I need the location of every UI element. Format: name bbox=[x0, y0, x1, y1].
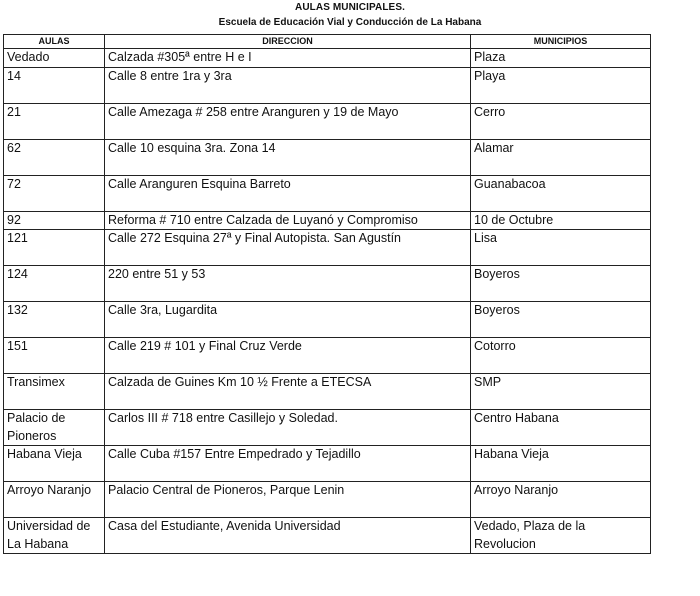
table-row bbox=[4, 518, 651, 554]
table-row bbox=[4, 266, 651, 302]
aula-cell: Palacio de Pioneros bbox=[4, 410, 105, 446]
municipio-cell: Arroyo Naranjo bbox=[471, 482, 651, 518]
table-row bbox=[4, 302, 651, 338]
direccion-cell: Palacio Central de Pioneros, Parque Lenin bbox=[105, 482, 471, 518]
direccion-cell: Casa del Estudiante, Avenida Universidad bbox=[105, 518, 471, 554]
table-row bbox=[4, 211, 651, 230]
table-row bbox=[4, 374, 651, 410]
table-row bbox=[4, 175, 651, 211]
aula-cell: 21 bbox=[4, 103, 105, 139]
aulas-table bbox=[3, 34, 651, 554]
municipio-cell: Centro Habana bbox=[471, 410, 651, 446]
direccion-cell: Calle Aranguren Esquina Barreto bbox=[105, 175, 471, 211]
municipio-cell: SMP bbox=[471, 374, 651, 410]
direccion-cell: Calle 3ra, Lugardita bbox=[105, 302, 471, 338]
table-row bbox=[4, 230, 651, 266]
municipio-cell: Alamar bbox=[471, 139, 651, 175]
table-row bbox=[4, 338, 651, 374]
table-row bbox=[4, 410, 651, 446]
aula-cell: 92 bbox=[4, 211, 105, 230]
municipio-cell: Guanabacoa bbox=[471, 175, 651, 211]
direccion-cell: Reforma # 710 entre Calzada de Luyanó y Compromiso bbox=[105, 211, 471, 230]
direccion-cell: Calle Amezaga # 258 entre Aranguren y 19 de Mayo bbox=[105, 103, 471, 139]
direccion-cell: Calzada de Guines Km 10 ½ Frente a ETECSA bbox=[105, 374, 471, 410]
aula-cell: 62 bbox=[4, 139, 105, 175]
direccion-cell: Calle 10 esquina 3ra. Zona 14 bbox=[105, 139, 471, 175]
table-row bbox=[4, 49, 651, 68]
table-row bbox=[4, 67, 651, 103]
municipio-cell: Plaza bbox=[471, 49, 651, 68]
column-header-municipios: MUNICIPIOS bbox=[471, 35, 651, 49]
aula-cell: 124 bbox=[4, 266, 105, 302]
municipio-cell: Lisa bbox=[471, 230, 651, 266]
direccion-cell: Calle Cuba #157 Entre Empedrado y Tejadillo bbox=[105, 446, 471, 482]
municipio-cell: Boyeros bbox=[471, 266, 651, 302]
direccion-cell: 220 entre 51 y 53 bbox=[105, 266, 471, 302]
municipio-cell: Vedado, Plaza de la Revolucion bbox=[471, 518, 651, 554]
aula-cell: 72 bbox=[4, 175, 105, 211]
direccion-cell: Calle 272 Esquina 27ª y Final Autopista. San Agustín bbox=[105, 230, 471, 266]
municipio-cell: Habana Vieja bbox=[471, 446, 651, 482]
document-subtitle: Escuela de Educación Vial y Conducción de La Habana bbox=[218, 17, 482, 28]
column-header-aulas: AULAS bbox=[4, 35, 105, 49]
aula-cell: Habana Vieja bbox=[4, 446, 105, 482]
table-row bbox=[4, 139, 651, 175]
municipio-cell: Cotorro bbox=[471, 338, 651, 374]
aula-cell: Arroyo Naranjo bbox=[4, 482, 105, 518]
table-row bbox=[4, 482, 651, 518]
table-row bbox=[4, 103, 651, 139]
aula-cell: 151 bbox=[4, 338, 105, 374]
aula-cell: 132 bbox=[4, 302, 105, 338]
document-title: AULAS MUNICIPALES. bbox=[295, 2, 405, 13]
direccion-cell: Carlos III # 718 entre Casillejo y Soledad. bbox=[105, 410, 471, 446]
aula-cell: 121 bbox=[4, 230, 105, 266]
table-header-row bbox=[4, 35, 651, 49]
municipio-cell: 10 de Octubre bbox=[471, 211, 651, 230]
municipio-cell: Playa bbox=[471, 67, 651, 103]
municipio-cell: Boyeros bbox=[471, 302, 651, 338]
aula-cell: Vedado bbox=[4, 49, 105, 68]
column-header-direccion: DIRECCION bbox=[105, 35, 471, 49]
table-row bbox=[4, 446, 651, 482]
aula-cell: 14 bbox=[4, 67, 105, 103]
direccion-cell: Calle 8 entre 1ra y 3ra bbox=[105, 67, 471, 103]
aula-cell: Transimex bbox=[4, 374, 105, 410]
direccion-cell: Calle 219 # 101 y Final Cruz Verde bbox=[105, 338, 471, 374]
aula-cell: Universidad de La Habana bbox=[4, 518, 105, 554]
direccion-cell: Calzada #305ª entre H e I bbox=[105, 49, 471, 68]
municipio-cell: Cerro bbox=[471, 103, 651, 139]
